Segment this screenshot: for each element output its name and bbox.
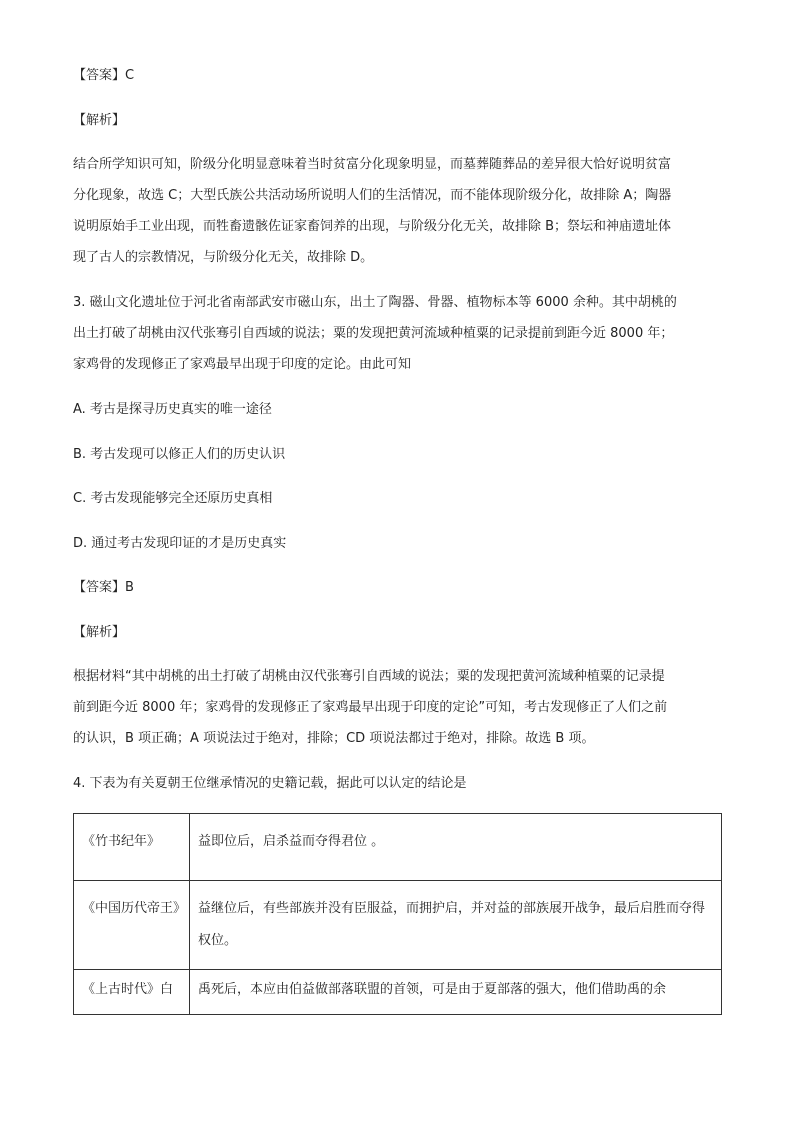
q3-analysis-line: 的认识，B 项正确；A 项说法过于绝对，排除；CD 项说法都过于绝对，排除。故选 B 项。 (73, 731, 595, 746)
table-row (74, 881, 722, 970)
q3-answer: 【答案】B (73, 580, 134, 595)
q3-option-b: B. 考古发现可以修正人们的历史认识 (73, 447, 286, 462)
q2-analysis-line: 现了古人的宗教情况，与阶级分化无关，故排除 D。 (73, 250, 374, 265)
table-cell-text: 禹死后，本应由伯益做部落联盟的首领，可是由于夏部落的强大，他们借助禹的余 (190, 970, 722, 1015)
q4-stem: 4. 下表为有关夏朝王位继承情况的史籍记载，据此可以认定的结论是 (73, 776, 467, 791)
q3-stem-line: 出土打破了胡桃由汉代张骞引自西域的说法；粟的发现把黄河流域种植粟的记录提前到距今近 8000 年； (73, 326, 674, 341)
q2-analysis-line: 结合所学知识可知，阶级分化明显意味着当时贫富分化现象明显，而墓葬随葬品的差异很大恰好说明贫富 (73, 157, 672, 172)
q4-history-table (73, 813, 722, 1015)
q3-option-c: C. 考古发现能够完全还原历史真相 (73, 491, 273, 506)
q2-analysis-line: 说明原始手工业出现，而牲畜遗骸佐证家畜饲养的出现，与阶级分化无关，故排除 B；祭坛和神庙遗址体 (73, 219, 672, 234)
table-cell-text: 益继位后，有些部族并没有臣服益，而拥护启，并对益的部族展开战争，最后启胜而夺得权位。 (190, 881, 722, 970)
table-row (74, 814, 722, 881)
q3-stem-line: 家鸡骨的发现修正了家鸡最早出现于印度的定论。由此可知 (73, 357, 412, 372)
q3-option-a: A. 考古是探寻历史真实的唯一途径 (73, 402, 272, 417)
table-cell-text: 益即位后，启杀益而夺得君位 。 (190, 814, 722, 881)
q2-answer: 【答案】C (73, 68, 135, 83)
table-cell-source: 《竹书纪年》 (74, 814, 190, 881)
q3-stem-line: 3. 磁山文化遗址位于河北省南部武安市磁山东，出土了陶器、骨器、植物标本等 6000 余种。其中胡桃的 (73, 295, 677, 310)
q3-analysis-line: 前到距今近 8000 年；家鸡骨的发现修正了家鸡最早出现于印度的定论”可知，考古发现修正了人们之前 (73, 700, 668, 715)
table-cell-source: 《中国历代帝王》 (74, 881, 190, 970)
q2-analysis-label: 【解析】 (73, 113, 126, 128)
q3-analysis-label: 【解析】 (73, 625, 126, 640)
q3-analysis-line: 根据材料“其中胡桃的出土打破了胡桃由汉代张骞引自西域的说法；粟的发现把黄河流域种植粟的记录提 (73, 669, 665, 684)
table-cell-source: 《上古时代》白 (74, 970, 190, 1015)
q2-analysis-line: 分化现象，故选 C；大型氏族公共活动场所说明人们的生活情况，而不能体现阶级分化，故排除 A；陶器 (73, 188, 672, 203)
q3-option-d: D. 通过考古发现印证的才是历史真实 (73, 536, 287, 551)
table-row (74, 970, 722, 1015)
